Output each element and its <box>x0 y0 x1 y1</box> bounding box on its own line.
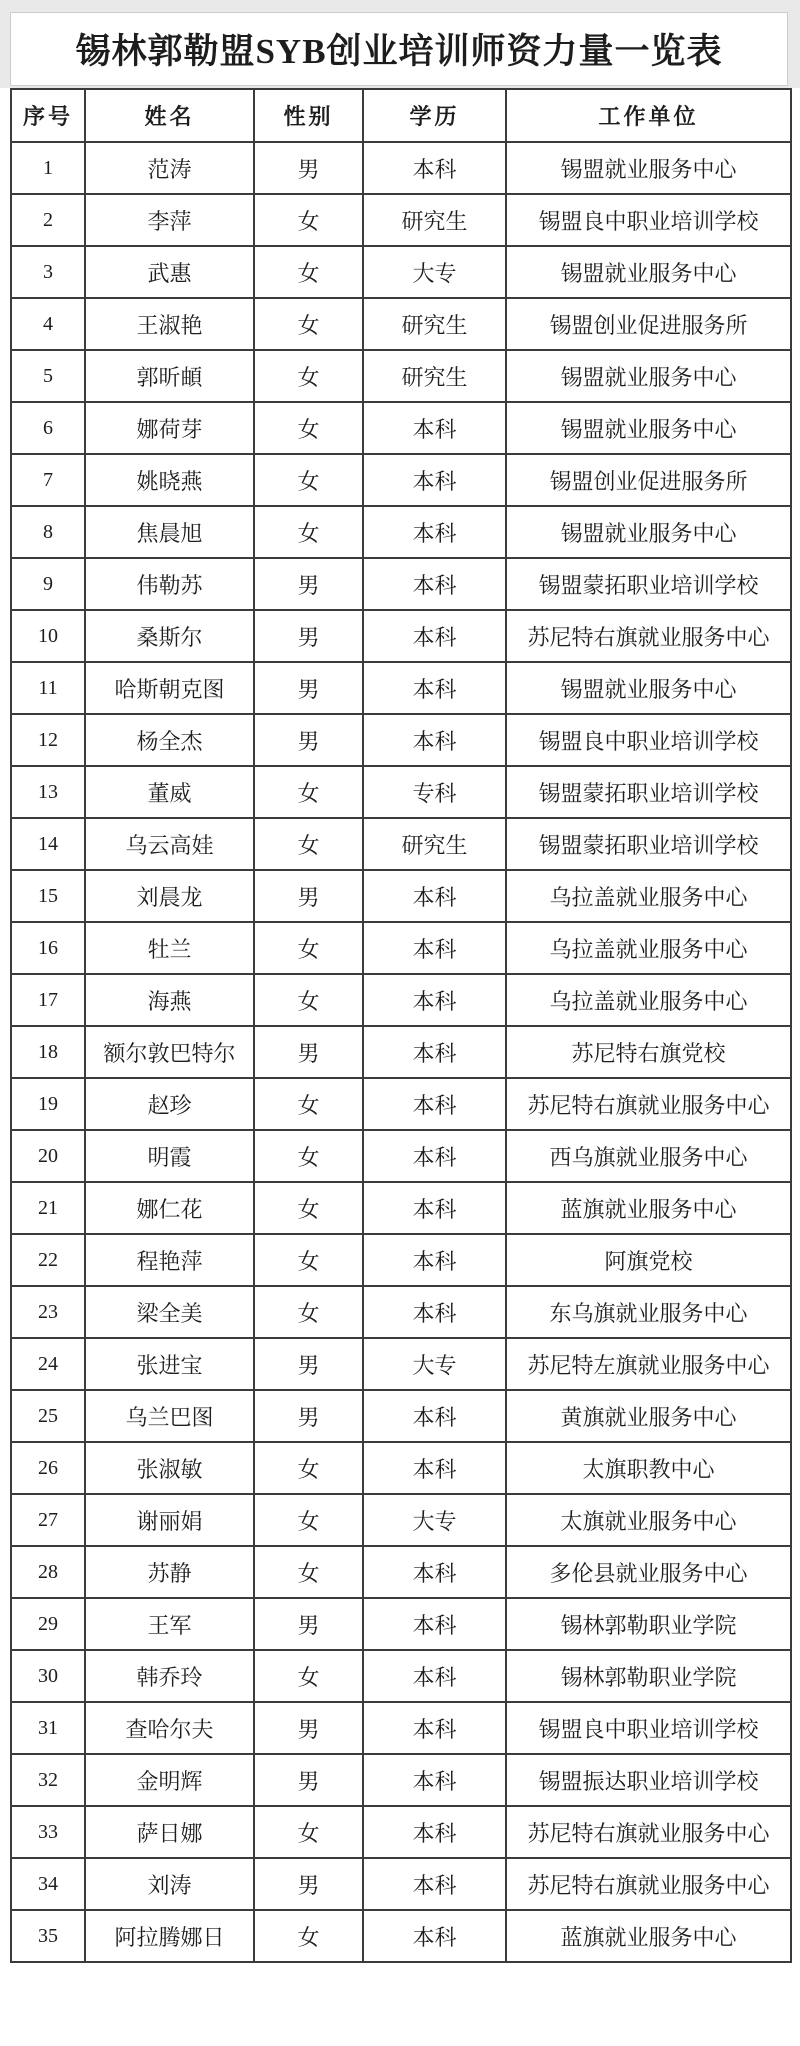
table-row <box>11 1182 791 1234</box>
cell-gender: 男 <box>254 1338 363 1390</box>
cell-name: 张淑敏 <box>85 1442 254 1494</box>
cell-education: 本科 <box>363 1182 506 1234</box>
cell-index: 8 <box>11 506 85 558</box>
table-row <box>11 298 791 350</box>
table-row <box>11 142 791 194</box>
cell-index: 35 <box>11 1910 85 1962</box>
table-row <box>11 1910 791 1962</box>
col-header-workunit: 工作单位 <box>506 89 791 142</box>
cell-education: 研究生 <box>363 298 506 350</box>
cell-name: 刘晨龙 <box>85 870 254 922</box>
cell-index: 19 <box>11 1078 85 1130</box>
cell-name: 姚晓燕 <box>85 454 254 506</box>
table-row <box>11 1390 791 1442</box>
cell-name: 韩乔玲 <box>85 1650 254 1702</box>
cell-gender: 男 <box>254 662 363 714</box>
cell-workunit: 乌拉盖就业服务中心 <box>506 870 791 922</box>
cell-workunit: 锡盟就业服务中心 <box>506 246 791 298</box>
cell-gender: 女 <box>254 818 363 870</box>
cell-workunit: 锡盟创业促进服务所 <box>506 298 791 350</box>
header-row <box>11 89 791 142</box>
cell-index: 29 <box>11 1598 85 1650</box>
cell-index: 31 <box>11 1702 85 1754</box>
cell-name: 萨日娜 <box>85 1806 254 1858</box>
table-row <box>11 402 791 454</box>
cell-workunit: 黄旗就业服务中心 <box>506 1390 791 1442</box>
cell-index: 25 <box>11 1390 85 1442</box>
cell-gender: 男 <box>254 714 363 766</box>
cell-gender: 男 <box>254 1598 363 1650</box>
table-body <box>11 142 791 1962</box>
cell-workunit: 锡盟良中职业培训学校 <box>506 194 791 246</box>
cell-gender: 女 <box>254 246 363 298</box>
cell-workunit: 乌拉盖就业服务中心 <box>506 922 791 974</box>
cell-name: 阿拉腾娜日 <box>85 1910 254 1962</box>
cell-education: 本科 <box>363 1702 506 1754</box>
table-row <box>11 922 791 974</box>
cell-education: 本科 <box>363 662 506 714</box>
col-header-gender: 性别 <box>254 89 363 142</box>
cell-name: 赵珍 <box>85 1078 254 1130</box>
cell-gender: 女 <box>254 1286 363 1338</box>
cell-index: 16 <box>11 922 85 974</box>
table-row <box>11 1078 791 1130</box>
cell-name: 谢丽娟 <box>85 1494 254 1546</box>
cell-gender: 女 <box>254 1442 363 1494</box>
table-row <box>11 350 791 402</box>
cell-education: 专科 <box>363 766 506 818</box>
cell-index: 9 <box>11 558 85 610</box>
cell-workunit: 锡盟蒙拓职业培训学校 <box>506 766 791 818</box>
cell-workunit: 锡林郭勒职业学院 <box>506 1598 791 1650</box>
cell-education: 本科 <box>363 1026 506 1078</box>
cell-workunit: 锡盟蒙拓职业培训学校 <box>506 558 791 610</box>
cell-index: 4 <box>11 298 85 350</box>
cell-education: 本科 <box>363 1598 506 1650</box>
cell-education: 本科 <box>363 1650 506 1702</box>
cell-gender: 女 <box>254 1910 363 1962</box>
cell-education: 本科 <box>363 1078 506 1130</box>
table-row <box>11 1026 791 1078</box>
cell-gender: 男 <box>254 1702 363 1754</box>
table-row <box>11 506 791 558</box>
cell-education: 研究生 <box>363 194 506 246</box>
cell-workunit: 西乌旗就业服务中心 <box>506 1130 791 1182</box>
cell-gender: 女 <box>254 194 363 246</box>
cell-workunit: 太旗就业服务中心 <box>506 1494 791 1546</box>
table-row <box>11 558 791 610</box>
table-row <box>11 766 791 818</box>
table-row <box>11 454 791 506</box>
cell-workunit: 锡盟良中职业培训学校 <box>506 714 791 766</box>
cell-education: 本科 <box>363 610 506 662</box>
table-row <box>11 1546 791 1598</box>
cell-name: 焦晨旭 <box>85 506 254 558</box>
cell-gender: 男 <box>254 610 363 662</box>
cell-education: 本科 <box>363 974 506 1026</box>
table-row <box>11 194 791 246</box>
cell-name: 伟勒苏 <box>85 558 254 610</box>
cell-gender: 女 <box>254 974 363 1026</box>
table-row <box>11 714 791 766</box>
cell-name: 范涛 <box>85 142 254 194</box>
cell-index: 17 <box>11 974 85 1026</box>
cell-index: 18 <box>11 1026 85 1078</box>
cell-gender: 女 <box>254 1546 363 1598</box>
cell-workunit: 锡盟就业服务中心 <box>506 402 791 454</box>
cell-index: 24 <box>11 1338 85 1390</box>
table-row <box>11 1858 791 1910</box>
cell-gender: 女 <box>254 1182 363 1234</box>
cell-education: 本科 <box>363 1286 506 1338</box>
cell-gender: 男 <box>254 142 363 194</box>
cell-gender: 女 <box>254 922 363 974</box>
cell-index: 10 <box>11 610 85 662</box>
table-row <box>11 818 791 870</box>
cell-name: 额尔敦巴特尔 <box>85 1026 254 1078</box>
cell-index: 14 <box>11 818 85 870</box>
cell-name: 郭昕頔 <box>85 350 254 402</box>
cell-workunit: 太旗职教中心 <box>506 1442 791 1494</box>
cell-index: 30 <box>11 1650 85 1702</box>
cell-name: 哈斯朝克图 <box>85 662 254 714</box>
cell-gender: 男 <box>254 1858 363 1910</box>
cell-gender: 女 <box>254 350 363 402</box>
cell-workunit: 蓝旗就业服务中心 <box>506 1182 791 1234</box>
page-title: 锡林郭勒盟SYB创业培训师资力量一览表 <box>10 12 788 86</box>
cell-name: 桑斯尔 <box>85 610 254 662</box>
cell-gender: 女 <box>254 298 363 350</box>
cell-name: 刘涛 <box>85 1858 254 1910</box>
cell-gender: 男 <box>254 1390 363 1442</box>
cell-index: 5 <box>11 350 85 402</box>
cell-name: 王淑艳 <box>85 298 254 350</box>
cell-gender: 男 <box>254 1026 363 1078</box>
cell-name: 杨全杰 <box>85 714 254 766</box>
table-row <box>11 1598 791 1650</box>
cell-index: 2 <box>11 194 85 246</box>
cell-workunit: 蓝旗就业服务中心 <box>506 1910 791 1962</box>
cell-name: 梁全美 <box>85 1286 254 1338</box>
cell-workunit: 锡盟振达职业培训学校 <box>506 1754 791 1806</box>
cell-education: 本科 <box>363 558 506 610</box>
table-row <box>11 1338 791 1390</box>
cell-workunit: 多伦县就业服务中心 <box>506 1546 791 1598</box>
cell-index: 32 <box>11 1754 85 1806</box>
table-row <box>11 1286 791 1338</box>
cell-education: 本科 <box>363 1390 506 1442</box>
cell-index: 28 <box>11 1546 85 1598</box>
cell-name: 娜荷芽 <box>85 402 254 454</box>
cell-name: 苏静 <box>85 1546 254 1598</box>
cell-name: 张进宝 <box>85 1338 254 1390</box>
table-row <box>11 610 791 662</box>
cell-gender: 女 <box>254 1650 363 1702</box>
table-row <box>11 1130 791 1182</box>
cell-index: 23 <box>11 1286 85 1338</box>
cell-name: 乌云高娃 <box>85 818 254 870</box>
cell-name: 海燕 <box>85 974 254 1026</box>
cell-workunit: 苏尼特右旗就业服务中心 <box>506 610 791 662</box>
cell-workunit: 锡盟良中职业培训学校 <box>506 1702 791 1754</box>
cell-education: 本科 <box>363 1754 506 1806</box>
cell-gender: 女 <box>254 1806 363 1858</box>
cell-workunit: 苏尼特右旗党校 <box>506 1026 791 1078</box>
cell-index: 11 <box>11 662 85 714</box>
cell-education: 本科 <box>363 1442 506 1494</box>
cell-workunit: 锡盟就业服务中心 <box>506 662 791 714</box>
cell-education: 大专 <box>363 1338 506 1390</box>
cell-education: 研究生 <box>363 350 506 402</box>
cell-index: 34 <box>11 1858 85 1910</box>
cell-education: 本科 <box>363 454 506 506</box>
cell-gender: 男 <box>254 1754 363 1806</box>
cell-gender: 女 <box>254 454 363 506</box>
cell-name: 金明辉 <box>85 1754 254 1806</box>
cell-gender: 女 <box>254 1130 363 1182</box>
table-row <box>11 1650 791 1702</box>
cell-index: 20 <box>11 1130 85 1182</box>
cell-workunit: 锡盟就业服务中心 <box>506 350 791 402</box>
cell-education: 本科 <box>363 506 506 558</box>
cell-education: 本科 <box>363 142 506 194</box>
table-row <box>11 1754 791 1806</box>
cell-gender: 男 <box>254 870 363 922</box>
teacher-roster-table <box>10 88 792 1963</box>
cell-education: 本科 <box>363 1234 506 1286</box>
cell-index: 7 <box>11 454 85 506</box>
cell-education: 本科 <box>363 870 506 922</box>
cell-index: 27 <box>11 1494 85 1546</box>
table-row <box>11 1702 791 1754</box>
cell-index: 33 <box>11 1806 85 1858</box>
cell-name: 查哈尔夫 <box>85 1702 254 1754</box>
cell-gender: 女 <box>254 402 363 454</box>
table-row <box>11 1442 791 1494</box>
table-row <box>11 246 791 298</box>
cell-index: 1 <box>11 142 85 194</box>
cell-gender: 女 <box>254 1234 363 1286</box>
cell-education: 本科 <box>363 1910 506 1962</box>
cell-education: 本科 <box>363 922 506 974</box>
cell-index: 15 <box>11 870 85 922</box>
cell-education: 本科 <box>363 1546 506 1598</box>
cell-education: 本科 <box>363 1806 506 1858</box>
cell-workunit: 东乌旗就业服务中心 <box>506 1286 791 1338</box>
cell-workunit: 锡林郭勒职业学院 <box>506 1650 791 1702</box>
cell-workunit: 锡盟蒙拓职业培训学校 <box>506 818 791 870</box>
cell-workunit: 锡盟就业服务中心 <box>506 506 791 558</box>
cell-education: 本科 <box>363 714 506 766</box>
cell-index: 12 <box>11 714 85 766</box>
table-row <box>11 974 791 1026</box>
cell-index: 21 <box>11 1182 85 1234</box>
cell-name: 乌兰巴图 <box>85 1390 254 1442</box>
cell-education: 大专 <box>363 246 506 298</box>
cell-name: 明霞 <box>85 1130 254 1182</box>
cell-gender: 女 <box>254 766 363 818</box>
cell-education: 本科 <box>363 402 506 454</box>
col-header-name: 姓名 <box>85 89 254 142</box>
cell-index: 13 <box>11 766 85 818</box>
cell-index: 3 <box>11 246 85 298</box>
cell-workunit: 锡盟就业服务中心 <box>506 142 791 194</box>
cell-workunit: 苏尼特左旗就业服务中心 <box>506 1338 791 1390</box>
cell-name: 李萍 <box>85 194 254 246</box>
cell-workunit: 阿旗党校 <box>506 1234 791 1286</box>
col-header-index: 序号 <box>11 89 85 142</box>
cell-name: 董威 <box>85 766 254 818</box>
table-row <box>11 1234 791 1286</box>
cell-index: 22 <box>11 1234 85 1286</box>
cell-gender: 男 <box>254 558 363 610</box>
cell-name: 娜仁花 <box>85 1182 254 1234</box>
cell-education: 研究生 <box>363 818 506 870</box>
cell-education: 本科 <box>363 1130 506 1182</box>
table-row <box>11 1806 791 1858</box>
cell-workunit: 锡盟创业促进服务所 <box>506 454 791 506</box>
cell-name: 武惠 <box>85 246 254 298</box>
cell-workunit: 苏尼特右旗就业服务中心 <box>506 1078 791 1130</box>
cell-workunit: 苏尼特右旗就业服务中心 <box>506 1806 791 1858</box>
cell-gender: 女 <box>254 506 363 558</box>
cell-gender: 女 <box>254 1078 363 1130</box>
cell-education: 本科 <box>363 1858 506 1910</box>
cell-workunit: 苏尼特右旗就业服务中心 <box>506 1858 791 1910</box>
cell-index: 26 <box>11 1442 85 1494</box>
cell-name: 王军 <box>85 1598 254 1650</box>
cell-name: 牡兰 <box>85 922 254 974</box>
cell-gender: 女 <box>254 1494 363 1546</box>
table-row <box>11 1494 791 1546</box>
cell-index: 6 <box>11 402 85 454</box>
cell-workunit: 乌拉盖就业服务中心 <box>506 974 791 1026</box>
table-row <box>11 870 791 922</box>
cell-education: 大专 <box>363 1494 506 1546</box>
table-row <box>11 662 791 714</box>
col-header-education: 学历 <box>363 89 506 142</box>
cell-name: 程艳萍 <box>85 1234 254 1286</box>
